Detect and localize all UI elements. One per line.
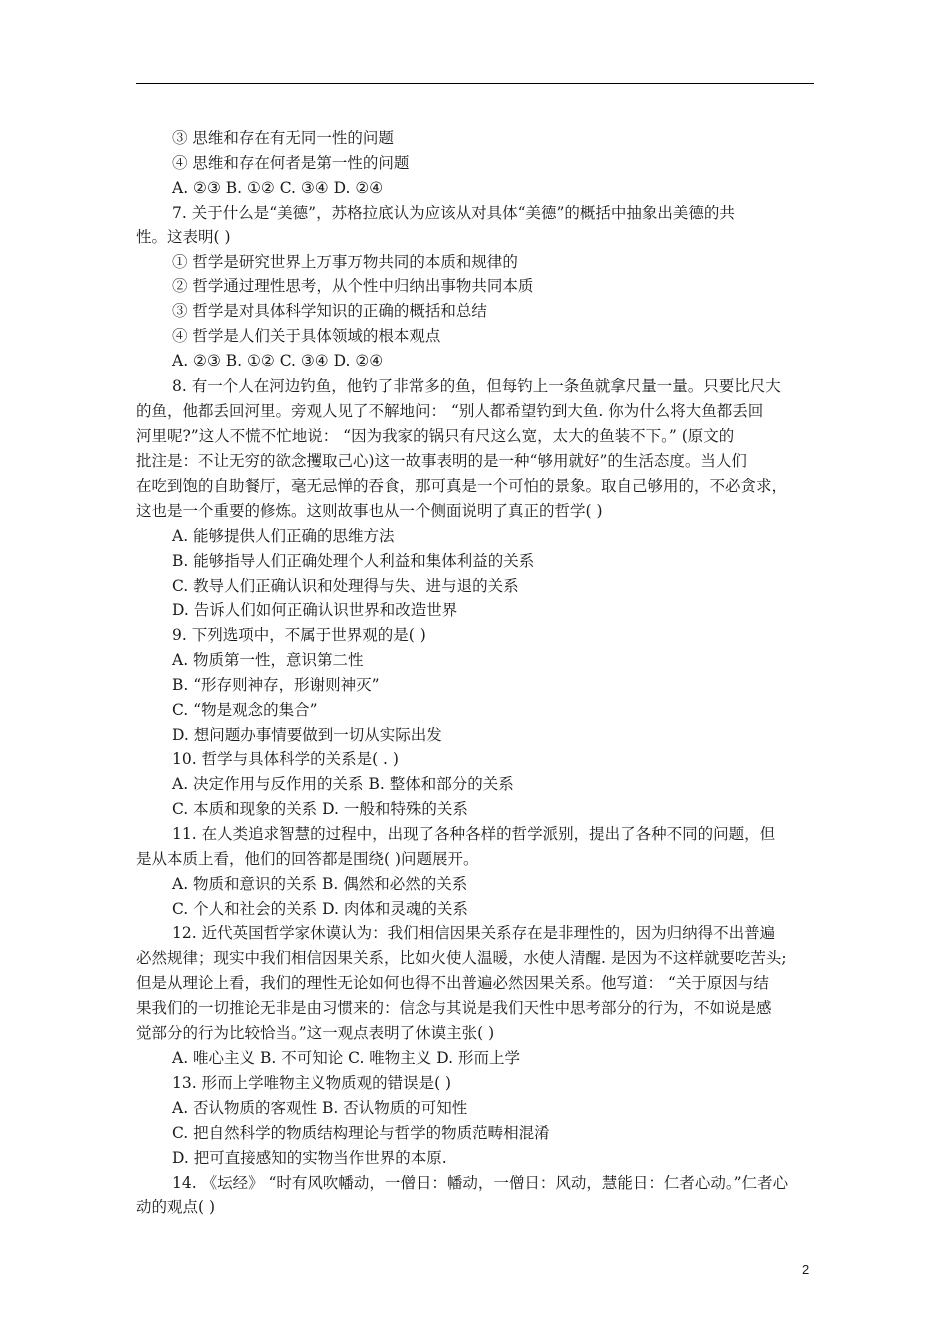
page-number: 2 xyxy=(802,1262,810,1277)
question-11-text: 11. 在人类追求智慧的过程中，出现了各种各样的哲学派别，提出了各种不同的问题，但 xyxy=(172,825,776,843)
question-13-text: 13. 形而上学唯物主义物质观的错误是( ) xyxy=(172,1074,452,1092)
option-line: C. 教导人们正确认识和处理得与失、进与退的关系 xyxy=(172,577,519,595)
option-line: A. 物质和意识的关系 B. 偶然和必然的关系 xyxy=(172,875,468,893)
option-line: ① 哲学是研究世界上万事万物共同的本质和规律的 xyxy=(172,253,518,271)
question-14-text: 动的观点( ) xyxy=(136,1198,216,1216)
question-12-text: 果我们的一切推论无非是由习惯来的：信念与其说是我们天性中思考部分的行为，不如说是感 xyxy=(136,999,772,1017)
option-line: C. 把自然科学的物质结构理论与哲学的物质范畴相混淆 xyxy=(172,1124,550,1142)
question-12-text: 但是从理论上看，我们的理性无论如何也得不出普遍必然因果关系。他写道： “关于原因与结 xyxy=(136,974,769,992)
question-8-text: 的鱼，他都丢回河里。旁观人见了不解地问： “别人都希望钓到大鱼. 你为什么将大鱼都丢回 xyxy=(136,402,764,420)
option-line: ② 哲学通过理性思考，从个性中归纳出事物共同本质 xyxy=(172,277,534,295)
question-9-text: 9. 下列选项中，不属于世界观的是( ) xyxy=(172,626,426,644)
option-line: A. 否认物质的客观性 B. 否认物质的可知性 xyxy=(172,1099,468,1117)
option-line: A. 决定作用与反作用的关系 B. 整体和部分的关系 xyxy=(172,775,514,793)
question-11-text: 是从本质上看，他们的回答都是围绕( )问题展开。 xyxy=(136,850,479,868)
option-line: A. 能够提供人们正确的思维方法 xyxy=(172,527,395,545)
option-line: D. 把可直接感知的实物当作世界的本原. xyxy=(172,1149,447,1167)
answer-choices: A. ②③ B. ①② C. ③④ D. ②④ xyxy=(172,352,384,370)
question-8-text: 在吃到饱的自助餐厅，毫无忌惮的吞食，那可真是一个可怕的景象。取自己够用的，不必贪求， xyxy=(136,477,788,495)
question-12-text: 必然规律；现实中我们相信因果关系，比如火使人温暖，水使人清醒. 是因为不这样就要吃苦头; xyxy=(136,949,787,967)
option-line: ④ 哲学是人们关于具体领域的根本观点 xyxy=(172,327,441,345)
question-14-text: 14. 《坛经》 “时有风吹幡动，一僧日：幡动，一僧日：风动，慧能日：仁者心动。”仁者心 xyxy=(172,1174,789,1192)
question-8-text: 这也是一个重要的修炼。这则故事也从一个侧面说明了真正的哲学( ) xyxy=(136,502,603,520)
option-line: B. 能够指导人们正确处理个人利益和集体利益的关系 xyxy=(172,552,535,570)
option-line: D. 告诉人们如何正确认识世界和改造世界 xyxy=(172,601,458,619)
question-8-text: 批注是：不让无穷的欲念攫取己心)这一故事表明的是一种“够用就好”的生活态度。当人们 xyxy=(136,452,747,470)
option-line: ④ 思维和存在何者是第一性的问题 xyxy=(172,154,410,172)
answer-choices: A. ②③ B. ①② C. ③④ D. ②④ xyxy=(172,179,384,197)
answer-choices: A. 唯心主义 B. 不可知论 C. 唯物主义 D. 形而上学 xyxy=(172,1049,520,1067)
question-8-text: 河里呢?”这人不慌不忙地说： “因为我家的锅只有尺这么宽，太大的鱼装不下。” (原文的 xyxy=(136,427,735,445)
question-10-text: 10. 哲学与具体科学的关系是( . ) xyxy=(172,750,399,768)
option-line: ③ 哲学是对具体科学知识的正确的概括和总结 xyxy=(172,302,487,320)
option-line: B. “形存则神存，形谢则神灭” xyxy=(172,676,380,694)
option-line: C. 本质和现象的关系 D. 一般和特殊的关系 xyxy=(172,800,468,818)
option-line: C. 个人和社会的关系 D. 肉体和灵魂的关系 xyxy=(172,900,468,918)
header-rule xyxy=(136,83,814,84)
question-7-text: 7. 关于什么是“美德”，苏格拉底认为应该从对具体“美德”的概括中抽象出美德的共 xyxy=(172,204,735,222)
option-line: A. 物质第一性，意识第二性 xyxy=(172,651,364,669)
question-8-text: 8. 有一个人在河边钓鱼，他钓了非常多的鱼，但每钓上一条鱼就拿尺量一量。只要比尺大 xyxy=(172,377,781,395)
option-line: C. “物是观念的集合” xyxy=(172,701,318,719)
option-line: ③ 思维和存在有无同一性的问题 xyxy=(172,129,394,147)
question-12-text: 觉部分的行为比较恰当。”这一观点表明了休谟主张( ) xyxy=(136,1024,495,1042)
option-line: D. 想问题办事情要做到一切从实际出发 xyxy=(172,726,442,744)
question-12-text: 12. 近代英国哲学家休谟认为：我们相信因果关系存在是非理性的，因为归纳得不出普遍 xyxy=(172,924,776,942)
question-7-text: 性。这表明( ) xyxy=(136,228,231,246)
